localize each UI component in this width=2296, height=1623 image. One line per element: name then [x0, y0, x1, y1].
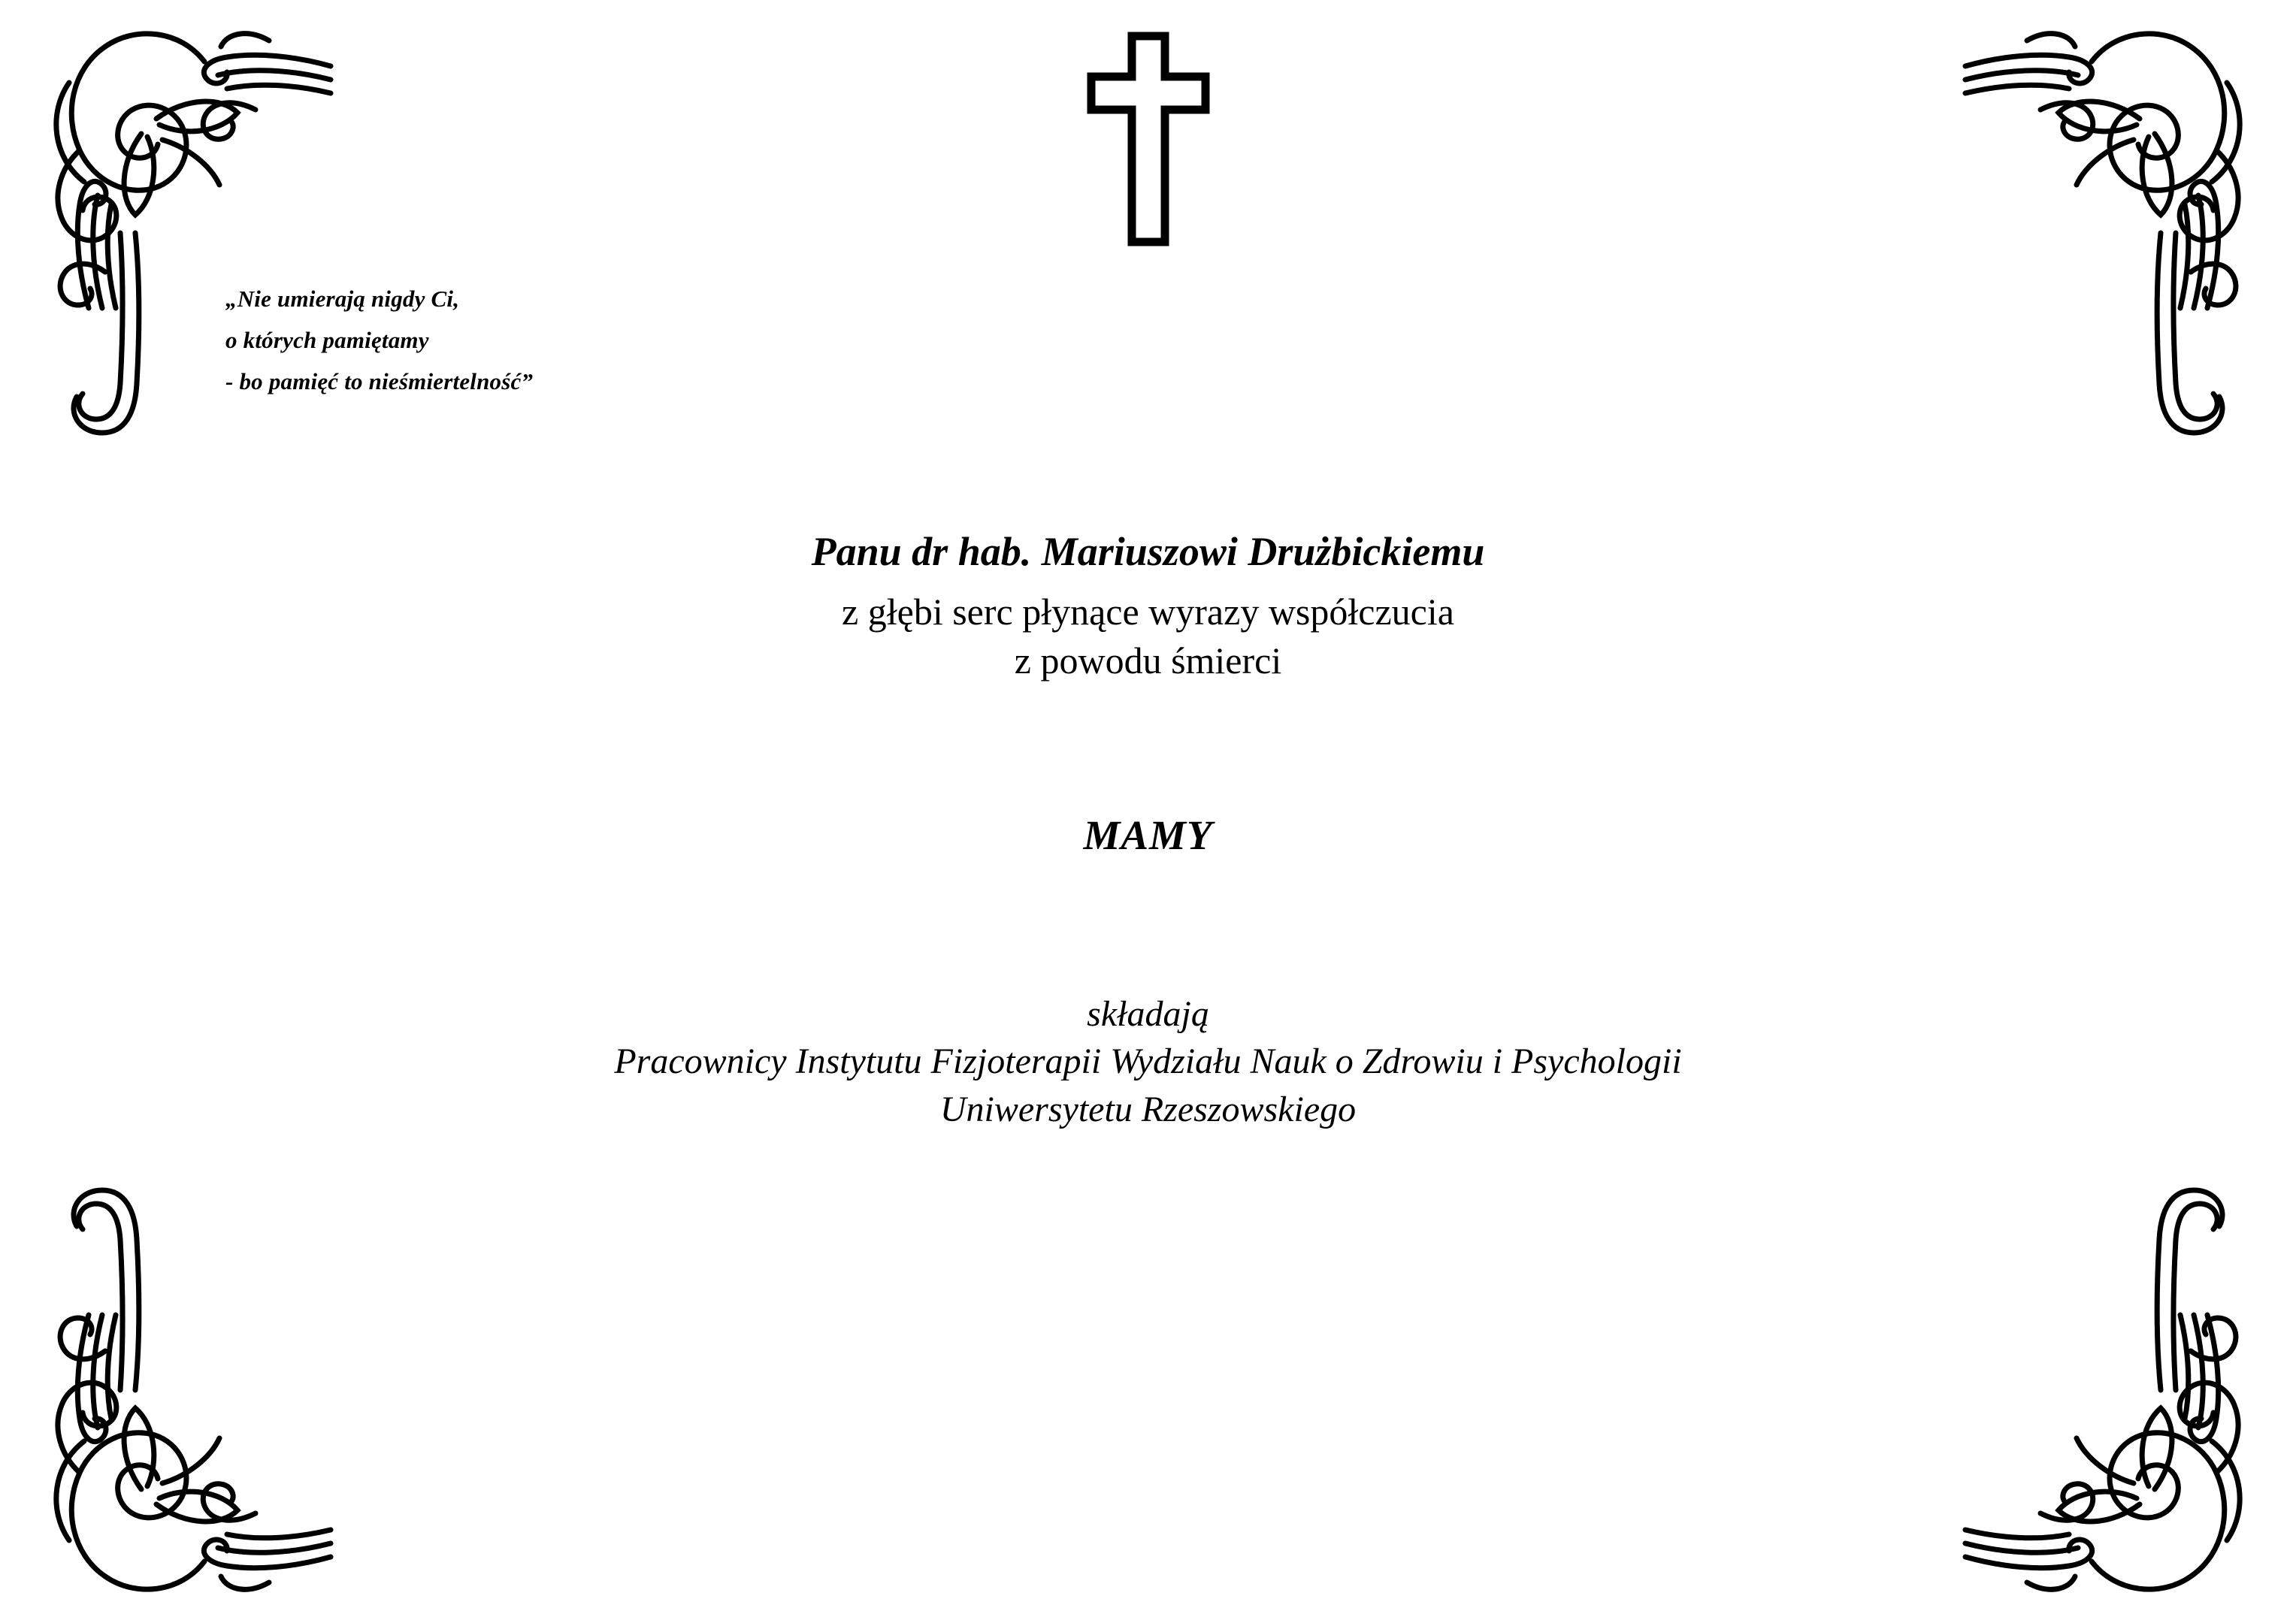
flourish-corner-top-left — [30, 8, 541, 518]
quote-line-2: o których pamiętamy — [225, 327, 429, 354]
cross-decoration — [1073, 30, 1224, 248]
quote-line-3: - bo pamięć to nieśmiertelność” — [225, 368, 534, 395]
flourish-corner-bottom-left-icon — [30, 1105, 541, 1615]
flourish-corner-bottom-right-icon — [1755, 1105, 2266, 1615]
flourish-corner-top-right — [1755, 8, 2266, 518]
flourish-corner-top-right-icon — [1755, 8, 2266, 518]
quote-line-1: „Nie umierają nigdy Ci, — [225, 286, 460, 312]
message-line-3: z powodu śmierci — [1014, 639, 1282, 682]
flourish-corner-bottom-left — [30, 1105, 541, 1615]
signer-line-2: Uniwersytetu Rzeszowskiego — [939, 1089, 1357, 1129]
flourish-corner-bottom-right — [1755, 1105, 2266, 1615]
flourish-corner-top-left-icon — [30, 8, 541, 518]
message-line-2: z głębi serc płynące wyrazy współczucia — [842, 591, 1454, 633]
memorial-quote — [225, 278, 797, 403]
latin-cross-icon — [1073, 30, 1224, 248]
deceased-relation: MAMY — [1083, 812, 1213, 859]
condolence-message — [0, 526, 2296, 1133]
addressee-name: Panu dr hab. Mariuszowi Drużbickiemu — [811, 529, 1485, 574]
signer-line-1: Pracownicy Instytutu Fizjoterapii Wydziału Nauk o Zdrowiu i Psychologii — [614, 1041, 1682, 1082]
signoff-label: składają — [1087, 994, 1209, 1035]
